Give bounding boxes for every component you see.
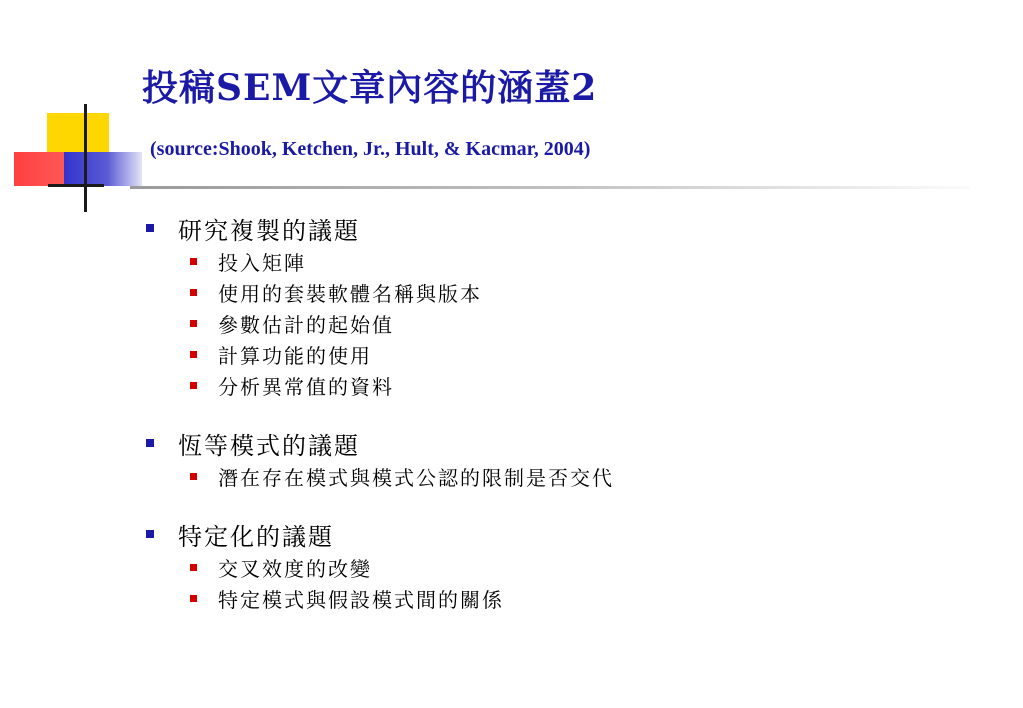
section-heading: 恆等模式的議題 (178, 431, 360, 460)
list-item-text: 參數估計的起始值 (218, 313, 394, 337)
section-specification (142, 516, 982, 614)
list-item (142, 583, 982, 614)
square-bullet-icon (190, 382, 197, 389)
slide-title: 投稿SEM文章內容的涵蓋2 (142, 67, 598, 109)
list-item (142, 246, 982, 277)
square-bullet-icon (146, 224, 154, 232)
list-item-text: 計算功能的使用 (218, 344, 372, 368)
decor-blue-bar (64, 152, 142, 186)
square-bullet-icon (190, 473, 197, 480)
square-bullet-icon (190, 289, 197, 296)
list-item-text: 潛在存在模式與模式公認的限制是否交代 (218, 466, 614, 490)
section-equivalent-models (142, 425, 982, 492)
decor-vertical-line (84, 104, 87, 212)
list-item (142, 339, 982, 370)
square-bullet-icon (190, 258, 197, 265)
section-heading: 研究複製的議題 (178, 216, 360, 245)
list-item (142, 461, 982, 492)
section-heading-row (142, 516, 982, 552)
list-item (142, 277, 982, 308)
list-item (142, 552, 982, 583)
square-bullet-icon (190, 564, 197, 571)
square-bullet-icon (190, 351, 197, 358)
slide-subtitle: (source:Shook, Ketchen, Jr., Hult, & Kacmar, 2004) (150, 138, 591, 160)
list-item-text: 分析異常值的資料 (218, 375, 394, 399)
square-bullet-icon (146, 530, 154, 538)
list-item (142, 370, 982, 401)
square-bullet-icon (146, 439, 154, 447)
section-heading: 特定化的議題 (178, 522, 334, 551)
list-item-text: 交叉效度的改變 (218, 557, 372, 581)
list-item-text: 特定模式與假設模式間的關係 (218, 588, 504, 612)
title-divider (130, 186, 970, 189)
square-bullet-icon (190, 320, 197, 327)
section-replication (142, 210, 982, 401)
decor-horizontal-line (48, 184, 104, 187)
list-item-text: 使用的套裝軟體名稱與版本 (218, 282, 482, 306)
list-item (142, 308, 982, 339)
bullet-content (142, 210, 982, 638)
section-heading-row (142, 210, 982, 246)
list-item-text: 投入矩陣 (218, 251, 306, 275)
square-bullet-icon (190, 595, 197, 602)
section-heading-row (142, 425, 982, 461)
